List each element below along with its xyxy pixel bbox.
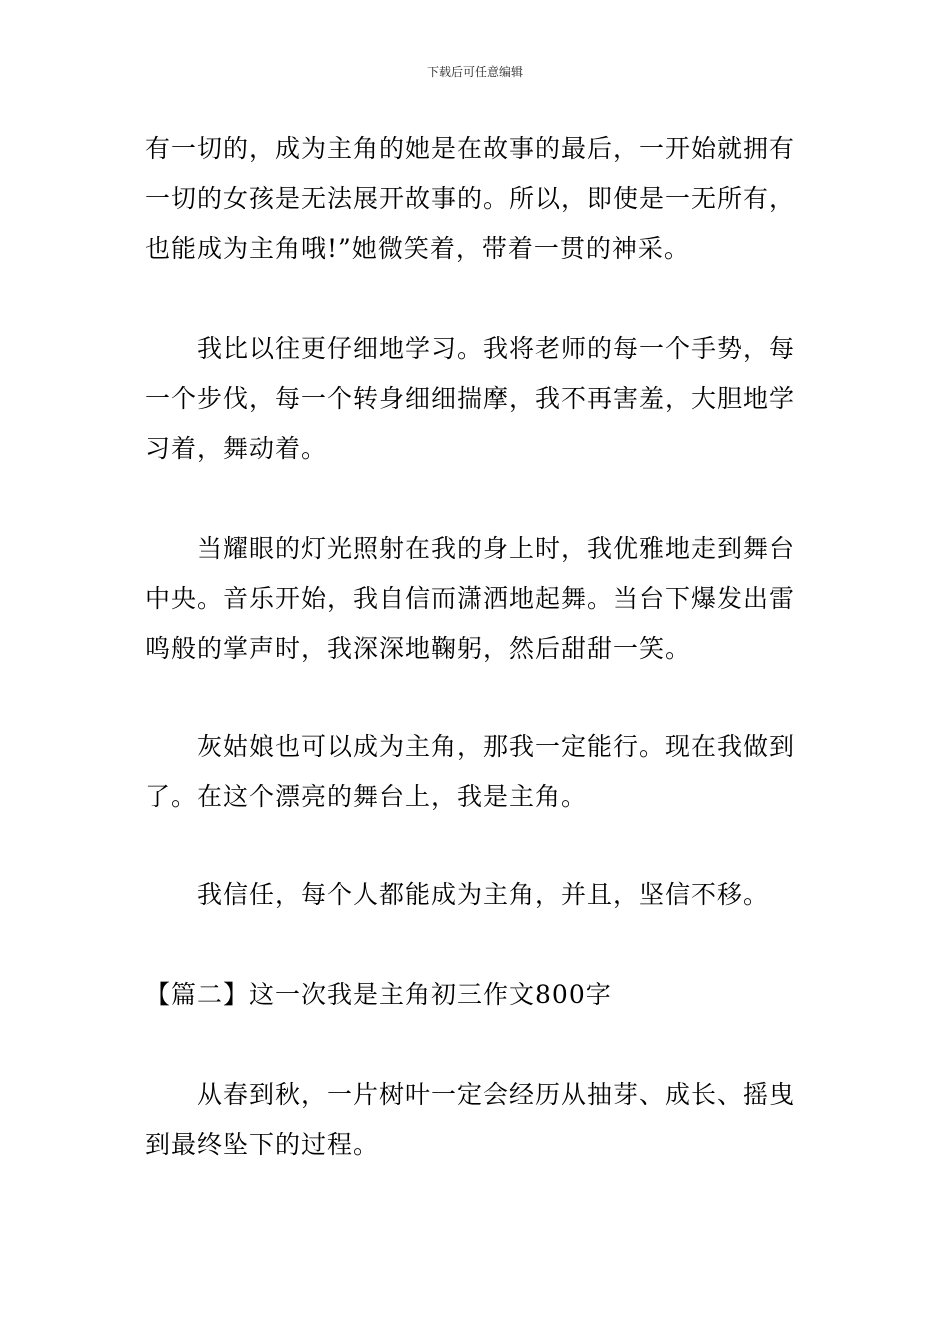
section-heading bbox=[145, 970, 815, 1020]
paragraph-4 bbox=[145, 722, 815, 822]
paragraph-line: 一个步伐，每一个转身细细揣摩，我不再害羞，大胆地学 bbox=[145, 384, 796, 413]
paragraph-line: 了。在这个漂亮的舞台上，我是主角。 bbox=[145, 782, 588, 811]
paragraph-line: 一切的女孩是无法展开故事的。所以，即使是一无所有， bbox=[145, 184, 796, 213]
section-heading-text: 【篇二】这一次我是主角初三作文800字 bbox=[145, 980, 612, 1009]
page-header: 下载后可任意编辑 bbox=[426, 65, 523, 79]
paragraph-1 bbox=[145, 124, 815, 274]
paragraph-line: 从春到秋，一片树叶一定会经历从抽芽、成长、摇曳 bbox=[197, 1080, 796, 1109]
paragraph-5 bbox=[145, 870, 815, 920]
paragraph-6 bbox=[145, 1070, 815, 1170]
paragraph-line: 当耀眼的灯光照射在我的身上时，我优雅地走到舞台 bbox=[197, 534, 796, 563]
paragraph-line: 我比以往更仔细地学习。我将老师的每一个手势，每 bbox=[197, 334, 796, 363]
paragraph-2 bbox=[145, 324, 815, 474]
paragraph-line: 灰姑娘也可以成为主角，那我一定能行。现在我做到 bbox=[197, 732, 796, 761]
paragraph-line: 到最终坠下的过程。 bbox=[145, 1130, 380, 1159]
paragraph-3 bbox=[145, 524, 815, 674]
paragraph-line: 也能成为主角哦!”她微笑着，带着一贯的神采。 bbox=[145, 234, 690, 263]
paragraph-line: 中央。音乐开始，我自信而潇洒地起舞。当台下爆发出雷 bbox=[145, 584, 796, 613]
paragraph-line: 习着，舞动着。 bbox=[145, 434, 328, 463]
paragraph-line: 鸣般的掌声时，我深深地鞠躬，然后甜甜一笑。 bbox=[145, 634, 692, 663]
paragraph-line: 有一切的，成为主角的她是在故事的最后，一开始就拥有 bbox=[145, 134, 796, 163]
paragraph-line: 我信任，每个人都能成为主角，并且，坚信不移。 bbox=[197, 880, 770, 909]
